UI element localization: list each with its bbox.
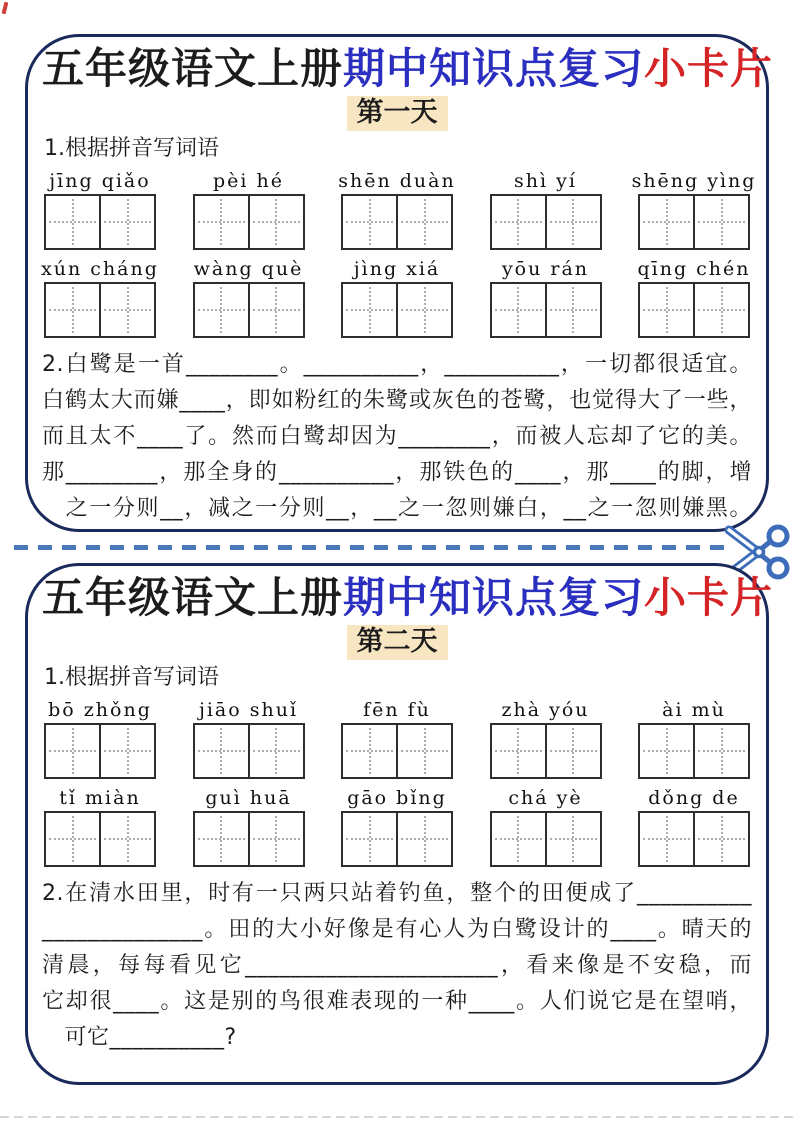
pinyin-label: ài mù (662, 699, 726, 721)
pinyin-label: zhà yóu (501, 699, 590, 721)
pinyin-word-block (192, 169, 306, 250)
writing-cell (396, 284, 451, 336)
pinyin-word-block (489, 698, 603, 779)
passage-line: 它却很____。这是别的鸟很难表现的一种____。人们说它是在望哨， (42, 989, 752, 1014)
writing-cell (396, 196, 451, 248)
pinyin-word-block (637, 698, 751, 779)
writing-cell (640, 725, 693, 777)
writing-grid-box (193, 723, 305, 779)
pinyin-label: jīng qiǎo (49, 170, 151, 192)
pinyin-label: bō zhǒng (48, 699, 152, 721)
title-part-grade: 五年级语文上册 (42, 573, 344, 622)
writing-grid-box (193, 194, 305, 250)
title-part-midterm: 期中知识点复习 (343, 44, 645, 93)
pinyin-label: pèi hé (212, 170, 284, 192)
writing-grid-box (341, 723, 453, 779)
title-part-grade: 五年级语文上册 (42, 44, 344, 93)
writing-cell (248, 196, 303, 248)
writing-cell (248, 284, 303, 336)
day-badge: 第二天 (347, 625, 448, 660)
pinyin-word-block (637, 786, 751, 867)
writing-cell (195, 284, 248, 336)
card-day2 (25, 563, 774, 1085)
writing-grid-box (44, 194, 156, 250)
writing-cell (248, 813, 303, 865)
bottom-scan-artifact-line (0, 1116, 793, 1118)
pinyin-label: tǐ miàn (59, 787, 141, 809)
writing-grid-box (638, 723, 750, 779)
writing-cell (693, 813, 748, 865)
corner-red-mark (2, 2, 9, 15)
writing-cell (396, 813, 451, 865)
pinyin-word-block (637, 257, 751, 338)
pinyin-label: guì huā (205, 787, 292, 809)
writing-cell (693, 725, 748, 777)
passage-line: 而且太不____了。然而白鹭却因为________，而被人忘却了它的美。 (42, 424, 752, 449)
writing-cell (99, 725, 154, 777)
pinyin-label: gāo bǐng (347, 787, 447, 809)
pinyin-word-block (43, 698, 157, 779)
passage-line: 2.在清水田里，时有一只两只站着钓鱼，整个的田便成了__________ (42, 881, 752, 906)
pinyin-grid-row (43, 169, 757, 250)
writing-cell (640, 284, 693, 336)
passage-line: 白鹤太大而嫌____，即如粉红的朱鹭或灰色的苍鹭，也觉得大了一些， (42, 388, 752, 413)
writing-cell (99, 813, 154, 865)
pinyin-word-block (43, 786, 157, 867)
fill-blank-passage (42, 347, 752, 527)
writing-cell (343, 196, 396, 248)
passage-line: 清晨，每每看见它______________________，看来像是不安稳，而 (42, 953, 752, 978)
pinyin-word-block (340, 169, 454, 250)
writing-cell (99, 196, 154, 248)
writing-cell (640, 813, 693, 865)
section1-label: 1.根据拼音写词语 (44, 665, 219, 690)
writing-cell (545, 284, 600, 336)
passage-line: 之一分则__，减之一分则__，__之一忽则嫌白，__之一忽则嫌黑。 (42, 496, 752, 521)
writing-cell (343, 813, 396, 865)
writing-grid-box (490, 194, 602, 250)
pinyin-grid-row (43, 257, 751, 338)
pinyin-label: yōu rán (501, 258, 590, 280)
pinyin-label: qīng chén (637, 258, 751, 280)
writing-grid-box (193, 282, 305, 338)
writing-grid-box (638, 282, 750, 338)
pinyin-word-block (340, 786, 454, 867)
pinyin-label: shì yí (514, 170, 577, 192)
writing-cell (46, 284, 99, 336)
title-part-card: 小卡片 (644, 573, 774, 622)
writing-cell (492, 196, 545, 248)
pinyin-word-block (192, 698, 306, 779)
writing-cell (545, 725, 600, 777)
section1-label: 1.根据拼音写词语 (44, 136, 219, 161)
pinyin-label: jìng xiá (353, 258, 441, 280)
writing-cell (46, 725, 99, 777)
writing-grid-box (490, 723, 602, 779)
writing-grid-box (638, 194, 750, 250)
pinyin-word-block (43, 169, 157, 250)
pinyin-label: jiāo shuǐ (198, 699, 299, 721)
passage-line: 那________，那全身的__________，那铁色的____，那____的脚，增 (42, 460, 752, 485)
fill-blank-passage (42, 876, 752, 1056)
writing-cell (545, 813, 600, 865)
writing-grid-box (490, 282, 602, 338)
passage-line: ______________。田的大小好像是有心人为白鹭设计的____。晴天的 (42, 917, 752, 942)
pinyin-word-block (192, 786, 306, 867)
day-badge-row (42, 96, 752, 131)
pinyin-grid-row (43, 698, 751, 779)
pinyin-label: xún cháng (41, 258, 159, 280)
pinyin-word-block (631, 169, 757, 250)
writing-cell (195, 725, 248, 777)
pinyin-label: wàng què (193, 258, 304, 280)
writing-grid-box (638, 811, 750, 867)
day-badge-row (42, 625, 752, 660)
passage-line: 2.白鹭是一首________。__________，__________，一切都很适宜。 (42, 352, 752, 377)
pinyin-label: shēng yìng (631, 170, 757, 192)
writing-cell (545, 196, 600, 248)
pinyin-label: fēn fù (363, 699, 431, 721)
writing-grid-box (341, 194, 453, 250)
pinyin-word-block (489, 786, 603, 867)
writing-grid-box (44, 723, 156, 779)
writing-cell (492, 284, 545, 336)
title-part-card: 小卡片 (644, 44, 774, 93)
writing-cell (492, 725, 545, 777)
pinyin-label: dǒng de (648, 787, 740, 809)
writing-cell (640, 196, 693, 248)
pinyin-label: shēn duàn (338, 170, 456, 192)
writing-cell (99, 284, 154, 336)
writing-cell (195, 196, 248, 248)
pinyin-word-block (192, 257, 306, 338)
writing-cell (343, 725, 396, 777)
writing-cell (46, 813, 99, 865)
title-part-midterm: 期中知识点复习 (343, 573, 645, 622)
pinyin-grid-row (43, 786, 751, 867)
pinyin-word-block (340, 698, 454, 779)
day-badge: 第一天 (347, 96, 448, 131)
writing-grid-box (44, 811, 156, 867)
writing-cell (343, 284, 396, 336)
writing-grid-box (341, 282, 453, 338)
writing-cell (248, 725, 303, 777)
writing-cell (693, 196, 748, 248)
pinyin-word-block (489, 169, 603, 250)
writing-grid-box (44, 282, 156, 338)
card-day1 (25, 34, 774, 532)
pinyin-word-block (340, 257, 454, 338)
pinyin-word-block (489, 257, 603, 338)
cut-dashed-line (14, 545, 730, 550)
writing-cell (46, 196, 99, 248)
writing-cell (693, 284, 748, 336)
writing-grid-box (490, 811, 602, 867)
writing-cell (195, 813, 248, 865)
passage-line: 可它__________? (42, 1025, 237, 1050)
card-title (42, 44, 774, 93)
pinyin-label: chá yè (508, 787, 583, 809)
writing-grid-box (193, 811, 305, 867)
writing-grid-box (341, 811, 453, 867)
card-title (42, 573, 774, 622)
pinyin-word-block (43, 257, 157, 338)
writing-cell (492, 813, 545, 865)
writing-cell (396, 725, 451, 777)
